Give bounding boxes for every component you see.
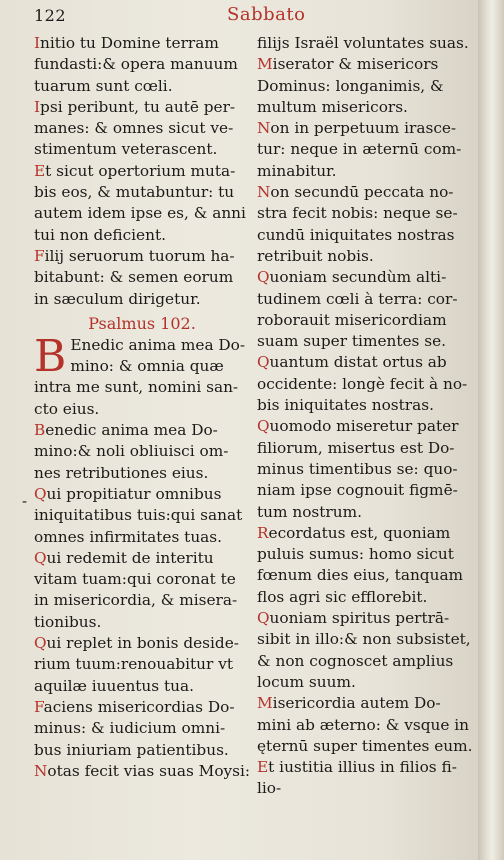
rubric-initial: Q [257, 353, 270, 372]
verse-text: tionibus. [34, 612, 102, 631]
verse-text: filijs Israël voluntates suas. [257, 34, 469, 52]
psalm-line: mino: & omnia quæ [70, 357, 224, 376]
verse-text: ęternū super timentes eum. [257, 736, 473, 755]
verse-line [34, 463, 250, 484]
verse-text: cundū iniquitates nostras [257, 225, 455, 244]
verse-text: roborauit misericordiam [257, 310, 447, 329]
verse-line [34, 590, 250, 611]
verse-line [257, 331, 475, 352]
verse-line [257, 608, 475, 629]
verse-line [34, 139, 250, 160]
verse-line [257, 267, 475, 288]
verse-text: filiorum, misertus est Do- [257, 438, 455, 457]
verse-line [257, 289, 475, 310]
verse-line [34, 484, 250, 505]
verse-line [34, 182, 250, 203]
verse-text: mino:& noli obliuisci om- [34, 442, 229, 461]
verse-line [34, 505, 250, 526]
verse-text: Dominus: longanimis, & [257, 76, 444, 95]
verse-line [34, 118, 250, 139]
verse-text: iniquitatibus tuis:qui sanat [34, 506, 243, 525]
verse-line [257, 438, 475, 459]
verse-line [257, 502, 475, 523]
psalm-line: Enedic anima mea Do- [70, 335, 246, 354]
verse-text: t iustitia illius in filios fi- [268, 758, 457, 777]
verse-line [257, 33, 475, 54]
verse-line [34, 697, 250, 718]
verse-text: psi peribunt, tu autē per- [40, 97, 236, 116]
verse-line [257, 225, 475, 246]
verse-line [34, 633, 250, 654]
verse-text: t sicut opertorium muta- [45, 161, 236, 180]
verse-line [257, 651, 475, 672]
verse-text: aciens misericordias Do- [43, 697, 235, 716]
verse-text: in sæculum dirigetur. [34, 289, 201, 308]
verse-text: manes: & omnes sicut ve- [34, 119, 234, 138]
verse-text: lio- [257, 779, 282, 798]
verse-line [34, 225, 250, 246]
verse-line [257, 97, 475, 118]
rubric-initial: I [34, 34, 41, 52]
page-number: 122 [34, 6, 67, 25]
verse-line [34, 548, 250, 569]
verse-text: multum misericors. [257, 97, 408, 116]
verse-text: bis iniquitates nostras. [257, 396, 434, 415]
verse-line [34, 761, 250, 782]
verse-line [257, 76, 475, 97]
psalm-title: Psalmus 102. [88, 313, 196, 333]
page-header [34, 6, 468, 28]
verse-text: uantum distat ortus ab [269, 353, 447, 372]
verse-line [34, 612, 250, 633]
rubric-initial: Q [257, 417, 270, 436]
rubric-initial: R [257, 523, 269, 542]
verse-line [34, 54, 250, 75]
verse-text: ecordatus est, quoniam [268, 523, 451, 542]
verse-text: nitio tu Domine terram [40, 34, 219, 52]
verse-line [34, 569, 250, 590]
verse-text: bis eos, & mutabuntur: tu [34, 183, 235, 202]
verse-text: sibit in illo:& non subsistet, [257, 630, 471, 649]
verse-text: stimentum veterascent. [34, 140, 218, 159]
verse-line [257, 565, 475, 586]
verse-line [257, 757, 475, 778]
margin-mark: - [22, 492, 28, 510]
verse-line [34, 289, 250, 310]
verse-line [257, 715, 475, 736]
verse-text: mini ab æterno: & vsque in [257, 715, 470, 734]
verse-text: niam ipse cognouit figmē- [257, 481, 458, 500]
verse-text: iserator & misericors [272, 55, 439, 74]
rubric-initial: N [257, 119, 271, 138]
verse-text: aquilæ iuuentus tua. [34, 676, 194, 695]
verse-text: tur: neque in æternū com- [257, 140, 462, 159]
verse-text: uoniam spiritus pertrā- [269, 609, 450, 628]
psalm-line: intra me sunt, nomini san- [34, 378, 239, 397]
verse-line [257, 161, 475, 182]
rubric-initial: Q [257, 268, 270, 287]
verse-line [34, 676, 250, 697]
verse-text: stra fecit nobis: neque se- [257, 204, 458, 223]
verse-text: autem idem ipse es, & anni [34, 204, 246, 223]
verse-line [257, 118, 475, 139]
verse-text: tudinem cœli à terra: cor- [257, 289, 458, 308]
verse-line [257, 587, 475, 608]
verse-text: on in perpetuum irasce- [270, 119, 457, 138]
verse-line [257, 629, 475, 650]
verse-text: flos agri sic efflorebit. [257, 587, 428, 606]
verse-text: minabitur. [257, 161, 337, 180]
rubric-initial: M [257, 55, 273, 74]
verse-text: bitabunt: & semen eorum [34, 268, 234, 287]
verse-text: tum nostrum. [257, 502, 362, 521]
rubric-initial: Q [34, 634, 47, 653]
verse-text: bus iniuriam patientibus. [34, 740, 229, 759]
verse-text: ilij seruorum tuorum ha- [44, 246, 235, 265]
verse-line [34, 246, 250, 267]
psalm-line: cto eius. [34, 399, 100, 418]
verse-text: puluis sumus: homo sicut [257, 545, 454, 564]
verse-text: ui redemit de interitu [46, 548, 214, 567]
left-verses-top [34, 33, 250, 310]
verse-line [257, 374, 475, 395]
psalm-opening [34, 330, 250, 420]
verse-line [34, 527, 250, 548]
verse-line [257, 480, 475, 501]
verse-text: minus timentibus se: quo- [257, 459, 458, 478]
verse-text: ui replet in bonis deside- [46, 634, 239, 653]
verse-line [257, 459, 475, 480]
rubric-initial: Q [257, 609, 270, 628]
page-edge [478, 0, 504, 860]
rubric-initial: E [257, 758, 269, 777]
verse-line [257, 672, 475, 693]
right-verses [257, 33, 475, 800]
verse-line [34, 161, 250, 182]
verse-text: rium tuum:renouabitur vt [34, 655, 233, 674]
rubric-initial: N [257, 183, 271, 202]
left-column [34, 33, 250, 782]
verse-text: vitam tuam:qui coronat te [34, 570, 236, 589]
verse-line [257, 523, 475, 544]
verse-line [34, 718, 250, 739]
verse-text: retribuit nobis. [257, 246, 374, 265]
verse-text: enedic anima mea Do- [45, 421, 218, 440]
verse-text: fœnum dies eius, tanquam [257, 566, 464, 585]
verse-text: tuarum sunt cœli. [34, 76, 173, 95]
verse-line [34, 33, 250, 54]
rubric-initial: N [34, 761, 48, 780]
verse-text: fundasti:& opera manuum [34, 55, 238, 74]
verse-line [34, 203, 250, 224]
verse-text: ui propitiatur omnibus [46, 484, 222, 503]
rubric-initial: F [34, 697, 44, 716]
verse-line [257, 352, 475, 373]
verse-text: uoniam secundùm alti- [269, 268, 447, 287]
verse-text: nes retributiones eius. [34, 463, 209, 482]
verse-text: & non cognoscet amplius [257, 651, 454, 670]
verse-line [257, 246, 475, 267]
verse-line [34, 267, 250, 288]
rubric-initial: Q [34, 484, 47, 503]
verse-text: otas fecit vias suas Moysi: [47, 761, 251, 780]
rubric-initial: E [34, 161, 46, 180]
verse-line [257, 416, 475, 437]
rubric-initial: F [34, 246, 45, 265]
verse-line [34, 740, 250, 761]
psalm-drop-initial: B [34, 330, 67, 382]
verse-text: on secundū peccata no- [270, 183, 454, 202]
verse-line [257, 778, 475, 799]
verse-line [257, 693, 475, 714]
verse-line [257, 139, 475, 160]
verse-line [34, 97, 250, 118]
running-head: Sabbato [227, 4, 306, 25]
verse-text: suam super timentes se. [257, 332, 447, 351]
verse-line [34, 420, 250, 441]
verse-text: occidente: longè fecit à no- [257, 374, 468, 393]
verse-line [34, 441, 250, 462]
verse-text: minus: & iudicium omni- [34, 719, 226, 738]
verse-line [257, 544, 475, 565]
verse-text: tui non deficient. [34, 225, 166, 244]
verse-text: locum suum. [257, 672, 356, 691]
rubric-initial: M [257, 694, 273, 713]
verse-text: omnes infirmitates tuas. [34, 527, 222, 546]
verse-line [257, 182, 475, 203]
rubric-initial: Q [34, 548, 47, 567]
verse-line [257, 54, 475, 75]
left-verses-bottom [34, 420, 250, 782]
verse-line [257, 310, 475, 331]
verse-line [257, 395, 475, 416]
verse-line [257, 203, 475, 224]
rubric-initial: B [34, 421, 46, 440]
rubric-initial: I [34, 97, 41, 116]
verse-line [34, 654, 250, 675]
verse-text: in misericordia, & misera- [34, 591, 238, 610]
verse-text: uomodo miseretur pater [269, 417, 459, 436]
right-column [257, 33, 475, 800]
verse-text: isericordia autem Do- [272, 694, 441, 713]
verse-line [34, 76, 250, 97]
verse-line [257, 736, 475, 757]
